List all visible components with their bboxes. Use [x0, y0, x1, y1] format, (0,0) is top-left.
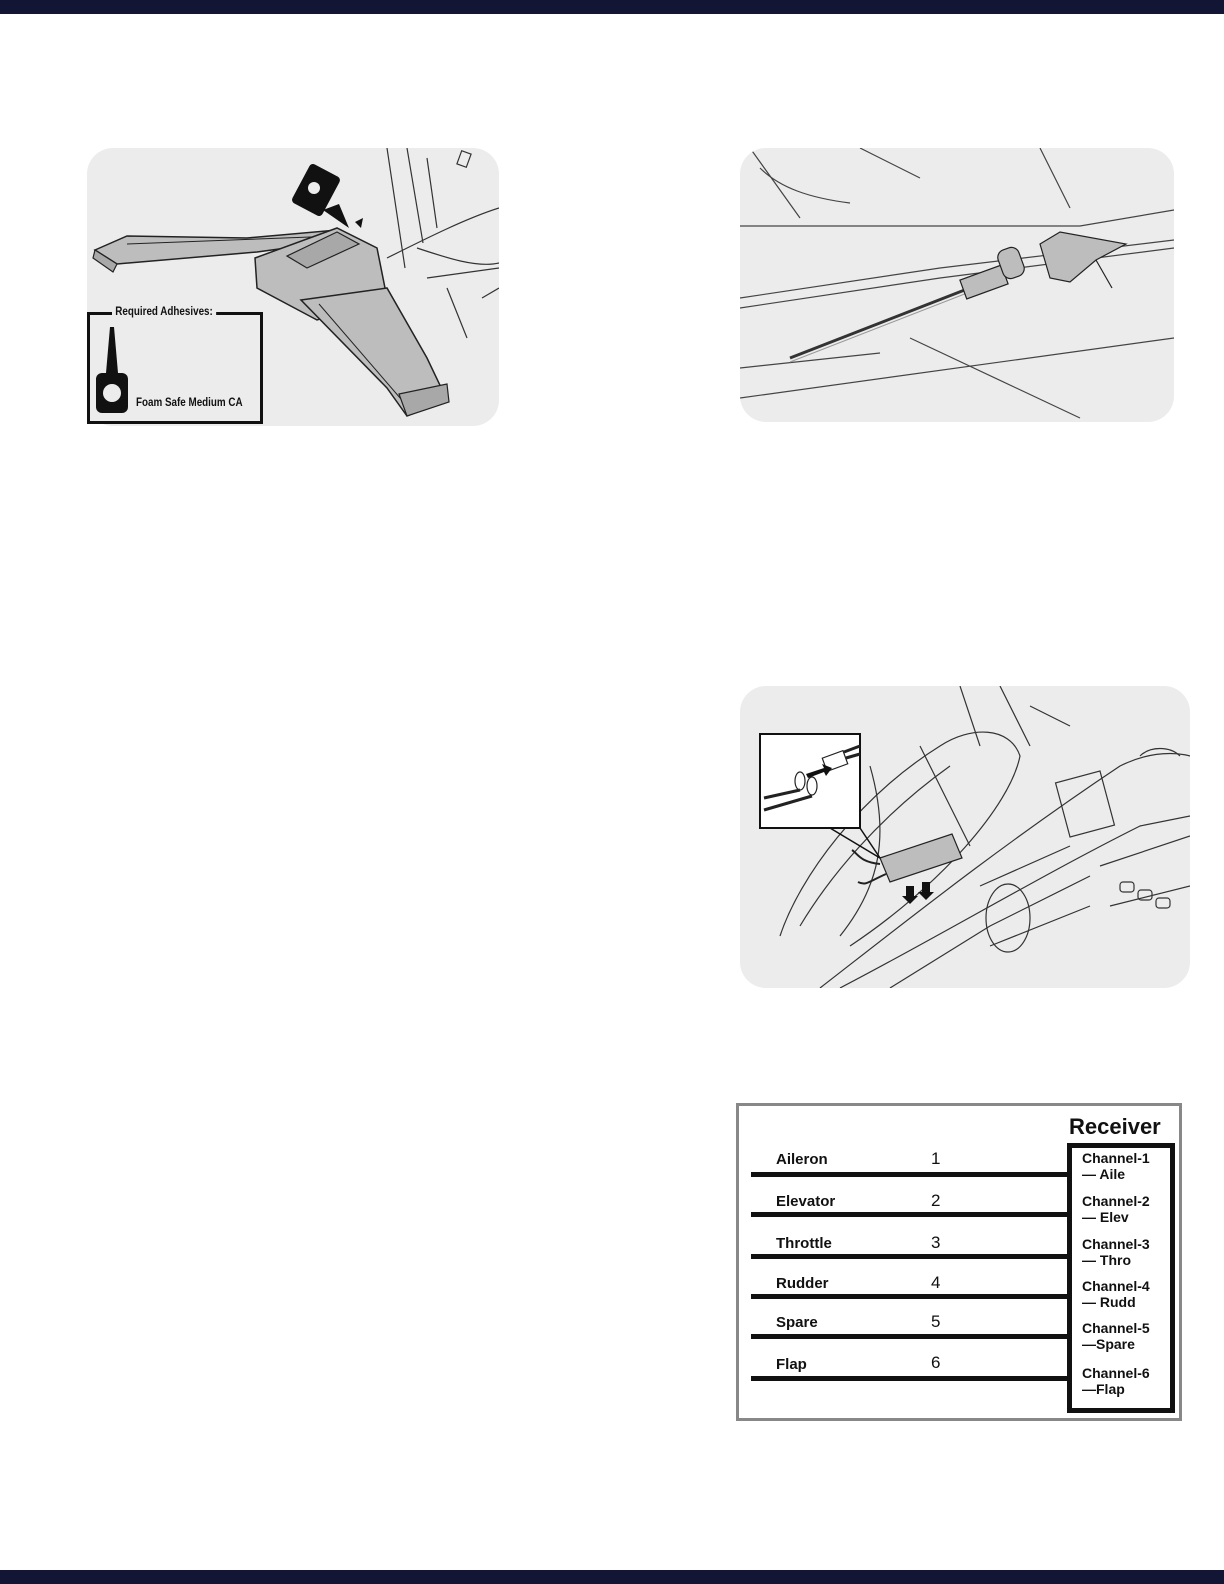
- channel-abbr: — Aile: [1082, 1166, 1126, 1182]
- down-arrow-icon: [918, 882, 934, 900]
- function-label-spare: Spare: [776, 1314, 818, 1331]
- row-line: [751, 1294, 1069, 1299]
- ca-bottle-icon: [291, 163, 349, 228]
- glue-bottle-icon: [92, 317, 132, 417]
- adhesive-item: Foam Safe Medium CA: [136, 395, 243, 409]
- pushrod-illustration: [740, 148, 1174, 422]
- channel-name: Channel-3: [1082, 1236, 1150, 1252]
- receiver-channel-2: [1082, 1193, 1150, 1225]
- battery-drawing: [740, 686, 1190, 988]
- adhesives-title: Required Adhesives:: [112, 304, 216, 318]
- receiver-title: Receiver: [1069, 1114, 1161, 1139]
- receiver-channel-4: [1082, 1278, 1150, 1310]
- function-label-flap: Flap: [776, 1356, 807, 1373]
- receiver-channel-5: [1082, 1320, 1150, 1352]
- channel-abbr: —Flap: [1082, 1381, 1125, 1397]
- top-band: [0, 0, 1224, 14]
- channel-number: 4: [931, 1273, 941, 1292]
- bottom-band: [0, 1570, 1224, 1584]
- row-line: [751, 1172, 1069, 1177]
- receiver-channel-1: [1082, 1150, 1150, 1182]
- arrow-icon: [355, 218, 363, 228]
- function-label-aileron: Aileron: [776, 1151, 828, 1168]
- row-line: [751, 1334, 1069, 1339]
- battery-illustration: [740, 686, 1190, 988]
- channel-number: 1: [931, 1149, 941, 1168]
- receiver-channel-3: [1082, 1236, 1150, 1268]
- channel-name: Channel-5: [1082, 1320, 1150, 1336]
- channel-number: 2: [931, 1191, 941, 1210]
- channel-name: Channel-6: [1082, 1365, 1150, 1381]
- channel-name: Channel-1: [1082, 1150, 1150, 1166]
- channel-name: Channel-4: [1082, 1278, 1150, 1294]
- function-label-rudder: Rudder: [776, 1275, 829, 1292]
- adhesives-callout: [87, 304, 263, 424]
- channel-abbr: — Rudd: [1082, 1294, 1136, 1310]
- row-line: [751, 1212, 1069, 1217]
- row-line: [751, 1376, 1069, 1381]
- pushrod-drawing: [740, 148, 1174, 422]
- channel-name: Channel-2: [1082, 1193, 1150, 1209]
- channel-number: 3: [931, 1233, 941, 1252]
- row-line: [751, 1254, 1069, 1259]
- channel-number: 6: [931, 1353, 941, 1372]
- channel-number: 5: [931, 1312, 941, 1331]
- channel-abbr: —Spare: [1082, 1336, 1135, 1352]
- down-arrow-icon: [902, 886, 918, 904]
- channel-abbr: — Elev: [1082, 1209, 1129, 1225]
- receiver-channel-6: [1082, 1365, 1150, 1397]
- function-label-elevator: Elevator: [776, 1193, 836, 1210]
- channel-abbr: — Thro: [1082, 1252, 1131, 1268]
- function-label-throttle: Throttle: [776, 1235, 832, 1252]
